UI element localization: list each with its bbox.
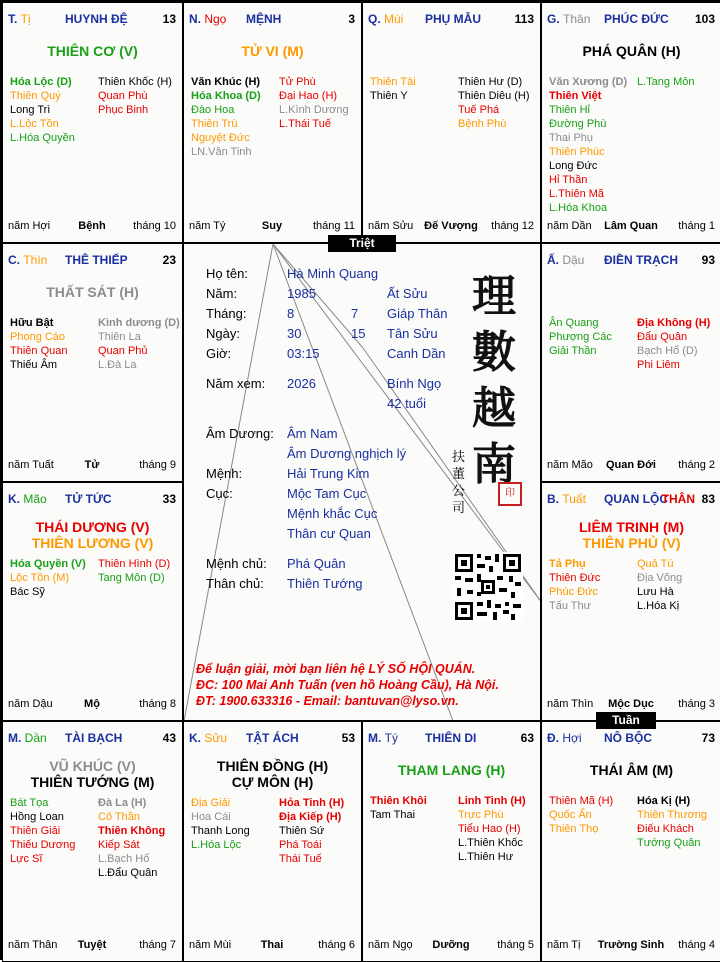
palace-cell-suu[interactable] <box>183 721 362 962</box>
thanchu-label: Thân chủ: <box>206 576 264 591</box>
minor-star: Thai Phụ <box>549 132 594 144</box>
birth-year: 1985 <box>287 286 316 301</box>
minor-star: Thiên Không <box>98 825 166 837</box>
main-star: TỬ VI (M) <box>241 43 304 59</box>
life-stage: Mộ <box>84 698 100 710</box>
minor-star: Thiếu Dương <box>10 839 76 851</box>
life-stage: Tuyệt <box>77 939 107 951</box>
minor-star: L.Bạch Hổ <box>98 853 150 865</box>
month-label: tháng 5 <box>497 939 534 951</box>
life-stage: Trường Sinh <box>597 939 665 951</box>
minor-star: Quan Phù <box>98 90 148 102</box>
menh-label: Mệnh: <box>206 466 243 481</box>
star-list-right <box>98 796 165 880</box>
palace-name: PHÚC ĐỨC <box>604 12 669 26</box>
palace-position: B. Tuất <box>547 492 586 506</box>
palace-cell-dau[interactable] <box>541 243 720 482</box>
birth-day-canchi: Tân Sửu <box>387 326 438 341</box>
contact-address: ĐC: 100 Mai Anh Tuấn (ven hồ Hoàng Cầu), Hà Nội. <box>196 678 499 692</box>
side-script <box>452 449 466 517</box>
palace-position: Ấ. Dậu <box>547 253 585 267</box>
palace-cell-ngo[interactable] <box>183 2 362 243</box>
cuc-value: Mộc Tam Cục <box>287 486 367 501</box>
minor-star: Thiên Trù <box>191 118 238 130</box>
main-star: THIÊN TƯỚNG (M) <box>30 774 155 790</box>
minor-star: Nguyệt Đức <box>191 132 250 144</box>
month-label: tháng 2 <box>678 459 715 471</box>
life-stage: Mộc Dục <box>608 698 654 710</box>
birth-day-solar: 30 <box>287 326 302 341</box>
menh-value: Hải Trung Kim <box>287 466 370 481</box>
side-script-char: 董 <box>452 467 466 482</box>
palace-cell-thin[interactable] <box>2 243 183 482</box>
minor-star: L.Đà La <box>98 359 137 371</box>
month-label: tháng 1 <box>678 220 715 232</box>
minor-star: L.Thiên Hư <box>458 851 514 863</box>
minor-star: Long Đức <box>549 160 598 172</box>
day-label: Ngày: <box>206 326 240 341</box>
palace-header <box>547 12 715 28</box>
life-stage: Thai <box>260 939 284 951</box>
star-list-right <box>637 316 710 372</box>
minor-star: Trực Phù <box>458 809 504 821</box>
minor-star: Thiên Quý <box>10 90 61 102</box>
minor-star: L.Hóa Lộc <box>191 839 242 851</box>
palace-header <box>547 253 715 269</box>
palace-position: N. Ngọ <box>189 12 227 26</box>
minor-star: Hồng Loan <box>10 811 64 823</box>
view-year: 2026 <box>287 376 316 391</box>
palace-name: NÔ BỘC <box>604 731 652 745</box>
calligraphy-char: 理 <box>472 271 516 322</box>
palace-position: Q. Mùi <box>368 12 404 26</box>
palace-age: 53 <box>341 731 355 745</box>
minor-star: Đẩu Quân <box>637 331 688 343</box>
palace-header <box>189 12 355 28</box>
life-stage: Đế Vượng <box>424 220 478 232</box>
palace-header <box>547 731 715 747</box>
minor-star: Tấu Thư <box>549 600 592 612</box>
palace-header <box>8 253 176 269</box>
month-label: tháng 8 <box>139 698 176 710</box>
palace-position: M. Tý <box>368 731 399 745</box>
month-label: tháng 4 <box>678 939 715 951</box>
minor-star: Phúc Đức <box>549 586 598 598</box>
minor-star: Tuế Phá <box>458 104 500 116</box>
palace-footer <box>547 698 715 712</box>
minor-star: LN.Văn Tinh <box>191 146 252 158</box>
star-list-right <box>279 75 349 131</box>
life-stage: Tử <box>84 459 100 471</box>
minor-star: Phượng Các <box>549 331 612 343</box>
main-star: THIÊN PHỦ (V) <box>582 535 681 551</box>
palace-header <box>8 731 176 747</box>
side-script-char: 公 <box>452 484 466 499</box>
palace-cell-mui[interactable] <box>362 2 541 243</box>
year-label: năm Ngọ <box>368 939 413 951</box>
amduong-note: Âm Dương nghịch lý <box>287 446 407 461</box>
palace-cell-hoi[interactable] <box>541 721 720 962</box>
minor-star: Quốc Ấn <box>549 809 592 821</box>
year-label: năm Sửu <box>368 220 414 232</box>
minor-star: Phục Binh <box>98 104 149 116</box>
minor-star: Đường Phù <box>549 118 607 130</box>
minor-star: Đào Hoa <box>191 104 235 116</box>
minor-star: Thiên Quan <box>10 345 68 357</box>
palace-name: ĐIỀN TRẠCH <box>604 253 678 267</box>
palace-name: THÊ THIẾP <box>65 253 128 267</box>
minor-star: L.Hóa Kị <box>637 600 680 612</box>
minor-star: Địa Võng <box>637 572 683 584</box>
minor-star: Bát Tọa <box>10 797 49 809</box>
palace-age: 83 <box>701 492 715 506</box>
minor-star: Thiên Hình (D) <box>98 558 171 570</box>
star-list-left <box>10 796 75 866</box>
palace-age: 33 <box>162 492 176 506</box>
palace-footer <box>368 220 534 234</box>
minor-star: Tang Môn (D) <box>98 572 165 584</box>
palace-header <box>368 12 534 28</box>
than-marker: THÂN <box>661 492 695 506</box>
minor-star: Thiên Hỉ <box>549 104 590 116</box>
birth-hour: 03:15 <box>287 346 320 361</box>
palace-cell-dan[interactable] <box>2 721 183 962</box>
star-list-left <box>191 796 250 852</box>
palace-footer <box>547 939 715 953</box>
star-list-right <box>637 557 682 613</box>
minor-star: Giải Thần <box>549 345 597 357</box>
minor-star: L.Thiên Mã <box>549 188 605 200</box>
palace-age: 3 <box>348 12 355 26</box>
year-label: năm Tuất <box>8 459 54 471</box>
palace-position: C. Thìn <box>8 253 48 267</box>
year-label: năm Mão <box>547 459 593 471</box>
amduong-label: Âm Dương: <box>206 426 274 441</box>
amduong-value: Âm Nam <box>287 426 338 441</box>
palace-footer <box>8 220 176 234</box>
month-label: Tháng: <box>206 306 247 321</box>
hour-label: Giờ: <box>206 346 232 361</box>
minor-star: Kình dương (D) <box>98 317 180 329</box>
palace-age: 43 <box>162 731 176 745</box>
star-list-left <box>549 557 600 613</box>
palace-footer <box>189 220 355 234</box>
minor-star: Quan Phủ <box>98 345 148 357</box>
star-list-left <box>10 316 67 372</box>
life-stage: Bệnh <box>78 220 106 232</box>
minor-star: Ân Quang <box>549 317 599 329</box>
year-label: năm Dậu <box>8 698 53 710</box>
palace-footer <box>547 459 715 473</box>
view-year-canchi: Bính Ngọ <box>387 376 442 391</box>
menhchu-label: Mệnh chủ: <box>206 556 267 571</box>
year-label: năm Mùi <box>189 939 232 951</box>
main-star: THIÊN ĐỒNG (H) <box>216 758 329 774</box>
palace-footer <box>8 939 176 953</box>
minor-star: L.Kình Dương <box>279 104 349 116</box>
year-label: năm Thân <box>8 939 58 951</box>
minor-star: Điếu Khách <box>637 823 694 835</box>
palace-cell-ti[interactable] <box>2 2 183 243</box>
star-list-left <box>191 75 261 159</box>
main-star: CỰ MÔN (H) <box>231 774 314 790</box>
month-label: tháng 11 <box>312 220 355 232</box>
view-year-label: Năm xem: <box>206 376 266 391</box>
minor-star: L.Lộc Tồn <box>10 118 59 130</box>
palace-name: HUYNH ĐỆ <box>65 12 128 26</box>
minor-star: Tam Thai <box>370 809 416 821</box>
minor-star: Thiên Hư (D) <box>458 76 523 88</box>
minor-star: Thiên Y <box>370 90 408 102</box>
minor-star: Thiên Đức <box>549 572 601 584</box>
minor-star: Hỏa Tinh (H) <box>279 797 345 809</box>
minor-star: Tiểu Hao (H) <box>458 823 521 835</box>
minor-star: Văn Xương (D) <box>549 76 628 88</box>
palace-header <box>8 12 176 28</box>
center-info-panel <box>183 243 541 721</box>
palace-position: Đ. Hợi <box>547 731 582 745</box>
palace-header <box>368 731 534 747</box>
star-list-left <box>549 794 613 836</box>
palace-position: T. Tị <box>8 12 31 26</box>
life-stage: Quan Đới <box>606 459 656 471</box>
contact-phone-email[interactable]: ĐT: 1900.633316 - Email: bantuvan@lyso.vn. <box>196 694 459 708</box>
minor-star: Đại Hao (H) <box>279 90 338 102</box>
birth-hour-canchi: Canh Dần <box>387 346 446 361</box>
palace-position: G. Thân <box>547 12 591 26</box>
main-star: VŨ KHÚC (V) <box>49 758 136 774</box>
palace-name: TỬ TỨC <box>65 492 112 506</box>
name-label: Họ tên: <box>206 266 248 281</box>
minor-star: Địa Giải <box>191 797 231 809</box>
palace-footer <box>8 459 176 473</box>
year-label: Năm: <box>206 286 238 301</box>
minor-star: Hóa Quyền (V) <box>10 558 86 570</box>
star-list-right <box>458 75 530 131</box>
palace-name: PHỤ MẪU <box>425 12 481 26</box>
minor-star: Thiên Khôi <box>370 795 427 807</box>
minor-star: Tả Phụ <box>549 558 586 570</box>
month-label: tháng 3 <box>678 698 715 710</box>
minor-star: Lực Sĩ <box>10 853 43 865</box>
palace-footer <box>189 939 355 953</box>
year-label: năm Tý <box>189 220 226 232</box>
minor-star: Kiếp Sát <box>98 839 140 851</box>
palace-age: 73 <box>701 731 715 745</box>
qr-code-icon <box>453 552 523 622</box>
month-label: tháng 7 <box>139 939 176 951</box>
minor-star: Thiên Diêu (H) <box>458 90 530 102</box>
year-label: năm Thìn <box>547 698 594 710</box>
minor-star: L.Thái Tuế <box>279 118 331 130</box>
star-list-right <box>98 316 180 372</box>
minor-star: L.Tang Môn <box>637 76 695 88</box>
than-note: Thân cư Quan <box>287 526 371 541</box>
triet-badge: Triệt <box>328 235 396 252</box>
palace-cell-tuat[interactable] <box>541 482 720 721</box>
palace-footer <box>547 220 715 234</box>
palace-age: 13 <box>162 12 176 26</box>
palace-cell-mao[interactable] <box>2 482 183 721</box>
minor-star: Thiên Thương <box>637 809 708 821</box>
minor-star: Hóa Kị (H) <box>637 795 691 807</box>
star-list-left <box>10 557 86 599</box>
minor-star: Lưu Hà <box>637 586 674 598</box>
palace-header <box>547 492 715 508</box>
main-star: THIÊN LƯƠNG (V) <box>31 535 154 551</box>
palace-footer <box>368 939 534 953</box>
minor-star: Hữu Bật <box>10 317 54 329</box>
birth-month-solar: 8 <box>287 306 295 321</box>
minor-star: Địa Không (H) <box>637 317 711 329</box>
contact-line: Để luận giải, mời bạn liên hệ LÝ SỐ HỘI QUÁN. <box>196 662 476 676</box>
star-list-right <box>279 796 344 866</box>
minor-star: Thiếu Âm <box>10 359 58 371</box>
minor-star: Cô Thần <box>98 811 140 823</box>
main-star: THIÊN CƠ (V) <box>47 43 138 59</box>
main-star: THÁI ÂM (M) <box>589 762 674 778</box>
star-list-right <box>637 75 694 89</box>
thanchu-value: Thiên Tướng <box>287 576 363 591</box>
birth-month-canchi: Giáp Thân <box>387 306 448 321</box>
palace-name: THIÊN DI <box>425 731 477 745</box>
side-script-char: 司 <box>452 501 466 516</box>
palace-footer <box>8 698 176 712</box>
minor-star: Thiên Khốc (H) <box>98 76 172 88</box>
star-list-left <box>370 794 427 822</box>
minor-star: Tử Phù <box>279 76 316 88</box>
minor-star: Quả Tú <box>637 558 674 570</box>
palace-name: TẬT ÁCH <box>246 731 299 745</box>
month-label: tháng 12 <box>491 220 534 232</box>
minor-star: L.Hóa Quyền <box>10 132 75 144</box>
palace-position: M. Dần <box>8 731 47 745</box>
main-star: LIÊM TRINH (M) <box>579 519 684 535</box>
cuc-label: Cục: <box>206 486 233 501</box>
birth-month-lunar: 7 <box>351 306 359 321</box>
palace-name: MỆNH <box>246 12 282 26</box>
main-star: THÁI DƯƠNG (V) <box>35 519 150 535</box>
life-stage: Suy <box>261 220 283 232</box>
tuan-badge: Tuần <box>596 712 656 729</box>
main-star: THẤT SÁT (H) <box>46 284 139 300</box>
birth-year-canchi: Ất Sửu <box>387 286 428 301</box>
palace-position: K. Mão <box>8 492 47 506</box>
cuc-note: Mệnh khắc Cục <box>287 506 378 521</box>
palace-name: QUAN LỘC <box>604 492 668 506</box>
star-list-left <box>370 75 416 103</box>
person-name: Hà Minh Quang <box>287 266 379 281</box>
star-list-left <box>10 75 75 145</box>
star-list-right <box>98 557 170 585</box>
year-label: năm Hợi <box>8 220 51 232</box>
minor-star: Đà La (H) <box>98 797 147 809</box>
life-stage: Dưỡng <box>432 939 470 951</box>
minor-star: Bác Sỹ <box>10 586 45 598</box>
palace-age: 93 <box>701 253 715 267</box>
menhchu-value: Phá Quân <box>287 556 346 571</box>
minor-star: Phá Toái <box>279 839 322 851</box>
minor-star: Bạch Hổ (D) <box>637 345 698 357</box>
side-script-char: 扶 <box>452 450 466 465</box>
year-label: năm Dần <box>547 220 592 232</box>
minor-star: L.Thiên Khốc <box>458 837 523 849</box>
palace-header <box>8 492 176 508</box>
main-star: THAM LANG (H) <box>397 762 506 778</box>
star-list-right <box>98 75 172 117</box>
minor-star: Hoa Cái <box>191 811 231 823</box>
star-list-right <box>637 794 707 850</box>
minor-star: Thiên Thọ <box>549 823 599 835</box>
month-label: tháng 6 <box>318 939 355 951</box>
minor-star: Địa Kiếp (H) <box>279 811 342 823</box>
life-stage: Lâm Quan <box>604 220 658 232</box>
age-text: 42 tuổi <box>387 396 427 411</box>
birth-day-lunar: 15 <box>351 326 366 341</box>
minor-star: Bệnh Phù <box>458 118 507 130</box>
palace-name: TÀI BẠCH <box>65 731 123 745</box>
minor-star: Phong Cáo <box>10 331 66 343</box>
minor-star: Phi Liêm <box>637 359 680 371</box>
main-star: PHÁ QUÂN (H) <box>582 43 681 59</box>
red-seal-stamp: 印 <box>498 482 522 506</box>
month-label: tháng 10 <box>133 220 176 232</box>
palace-cell-ty[interactable] <box>362 721 541 962</box>
year-label: năm Tị <box>547 939 581 951</box>
minor-star: Linh Tinh (H) <box>458 795 526 807</box>
palace-header <box>189 731 355 747</box>
palace-age: 63 <box>520 731 534 745</box>
calligraphy-char: 南 <box>472 439 516 490</box>
palace-age: 113 <box>514 12 534 26</box>
minor-star: Lộc Tồn (M) <box>10 572 70 584</box>
minor-star: Thiên Giải <box>10 825 61 837</box>
month-label: tháng 9 <box>139 459 176 471</box>
minor-star: Thiên Tài <box>370 76 416 88</box>
minor-star: Long Trì <box>10 104 51 116</box>
minor-star: Hóa Lộc (D) <box>10 76 72 88</box>
minor-star: Thiên Sứ <box>279 825 325 837</box>
palace-age: 23 <box>162 253 176 267</box>
minor-star: Thiên Mã (H) <box>549 795 614 807</box>
minor-star: Thiên Phúc <box>549 146 605 158</box>
calligraphy-char: 越 <box>472 383 516 434</box>
minor-star: Thiên La <box>98 331 141 343</box>
calligraphy-char: 數 <box>472 327 516 378</box>
star-list-right <box>458 794 526 864</box>
minor-star: L.Đẩu Quân <box>98 867 158 879</box>
minor-star: Thiên Việt <box>549 90 602 102</box>
palace-cell-than[interactable] <box>541 2 720 243</box>
minor-star: Văn Khúc (H) <box>191 76 261 88</box>
star-list-left <box>549 316 612 358</box>
minor-star: Hóa Khoa (D) <box>191 90 261 102</box>
minor-star: L.Hóa Khoa <box>549 202 608 214</box>
minor-star: Thái Tuế <box>279 853 322 865</box>
minor-star: Thanh Long <box>191 825 250 837</box>
minor-star: Hỉ Thần <box>549 174 588 186</box>
star-list-left <box>549 75 627 215</box>
minor-star: Tướng Quân <box>637 837 701 849</box>
palace-age: 103 <box>694 12 715 26</box>
palace-position: K. Sửu <box>189 731 228 745</box>
